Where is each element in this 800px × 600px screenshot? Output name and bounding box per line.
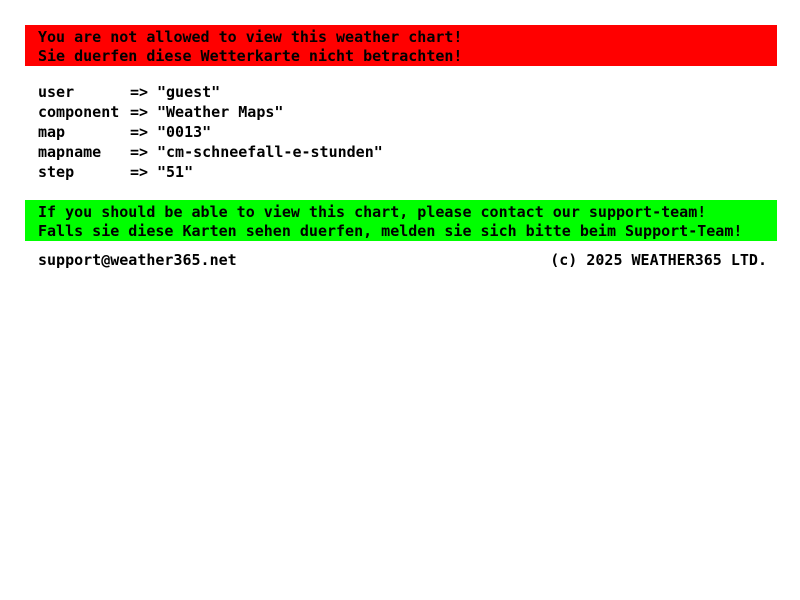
support-banner [25, 200, 777, 241]
detail-arrow: => [130, 123, 149, 141]
detail-row-component [38, 102, 800, 122]
detail-key: map [38, 123, 66, 141]
detail-key: user [38, 83, 75, 101]
detail-arrow: => [130, 83, 149, 101]
detail-key: step [38, 163, 75, 181]
support-banner-line-de: Falls sie diese Karten sehen duerfen, melden sie sich bitte beim Support-Team! [38, 222, 743, 240]
detail-arrow: => [130, 143, 149, 161]
request-details [38, 82, 800, 182]
detail-row-map [38, 122, 800, 142]
detail-arrow: => [130, 103, 149, 121]
detail-key: mapname [38, 143, 102, 161]
access-denied-page [0, 0, 800, 270]
detail-value: "0013" [157, 123, 212, 141]
detail-row-user [38, 82, 800, 102]
footer [0, 250, 800, 270]
detail-value: "Weather Maps" [157, 103, 284, 121]
detail-row-step [38, 162, 800, 182]
detail-arrow: => [130, 163, 149, 181]
copyright-notice: (c) 2025 WEATHER365 LTD. [550, 251, 767, 269]
support-banner-line-en: If you should be able to view this chart, please contact our support-team! [38, 203, 707, 221]
support-email: support@weather365.net [38, 251, 237, 269]
detail-value: "51" [157, 163, 194, 181]
error-banner [25, 25, 777, 66]
detail-key: component [38, 103, 120, 121]
detail-value: "guest" [157, 83, 221, 101]
detail-value: "cm-schneefall-e-stunden" [157, 143, 383, 161]
detail-row-mapname [38, 142, 800, 162]
error-banner-line-de: Sie duerfen diese Wetterkarte nicht betrachten! [38, 47, 463, 65]
error-banner-line-en: You are not allowed to view this weather chart! [38, 28, 463, 46]
